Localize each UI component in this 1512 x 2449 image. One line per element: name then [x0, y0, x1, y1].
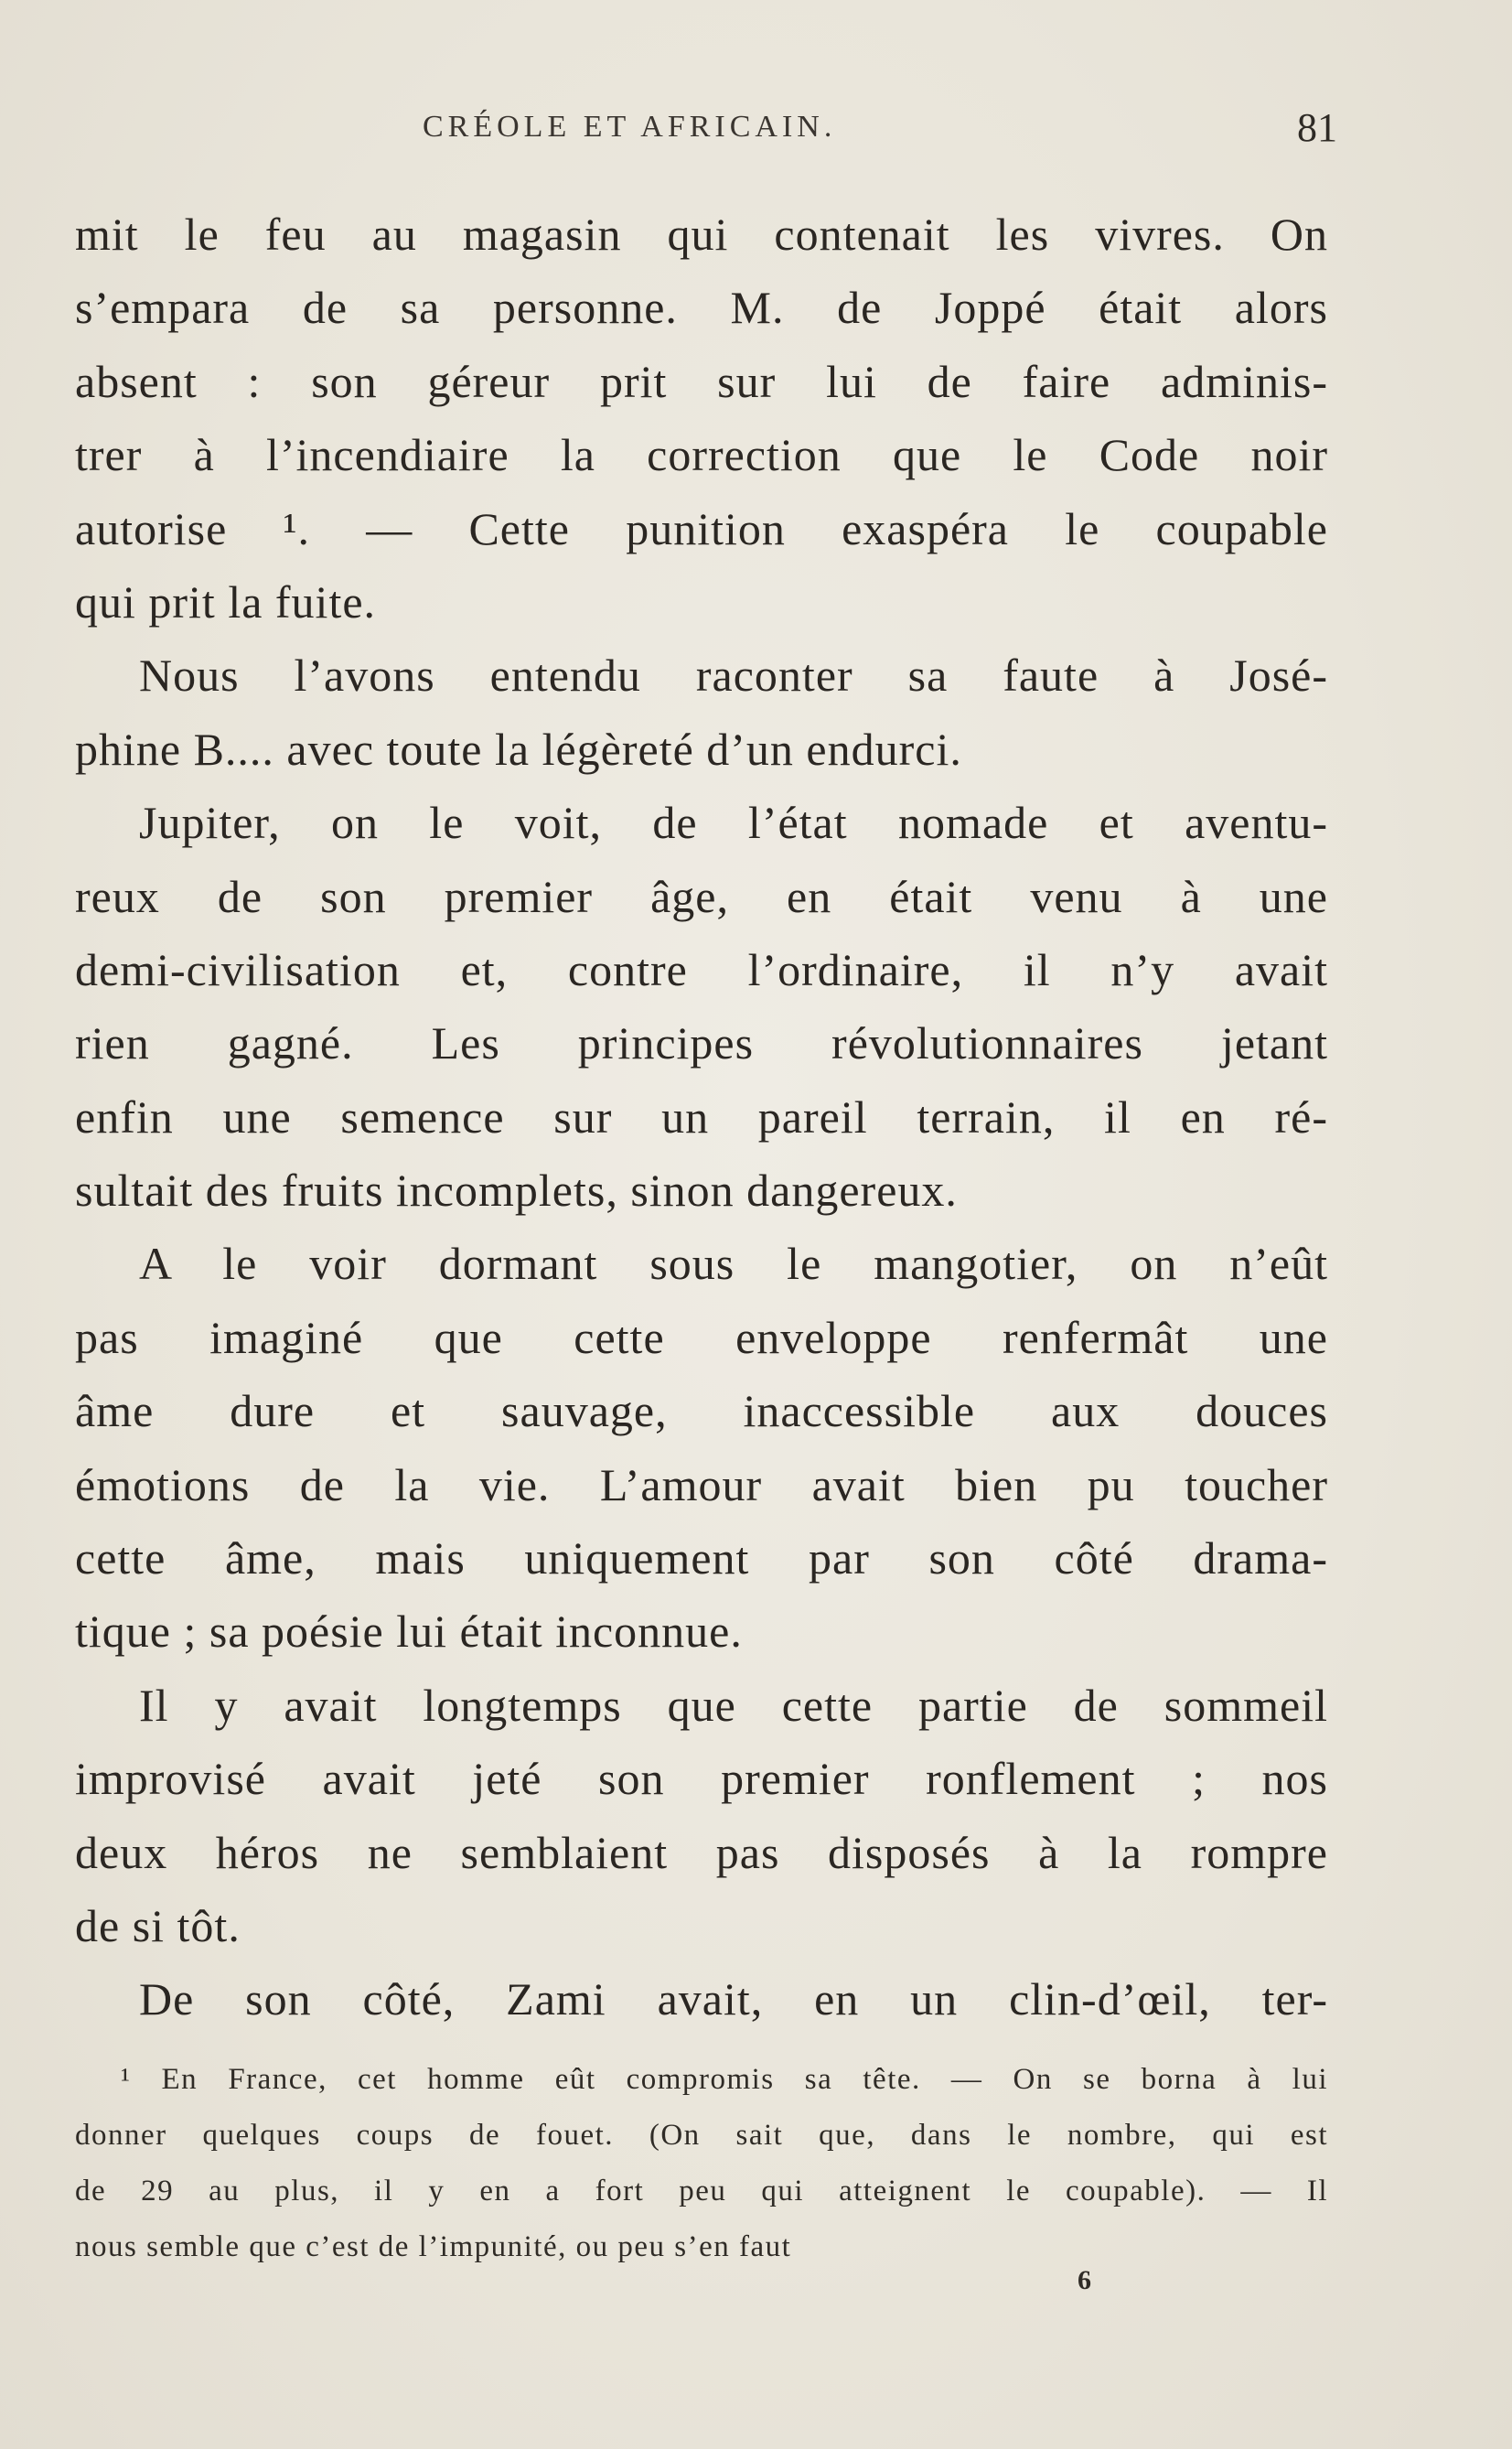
signature-mark: 6 — [1078, 2265, 1091, 2295]
footnote-line: donner quelques coups de fouet. (On sait que, dans le nombre, qui est — [75, 2119, 1328, 2152]
text-line: sultait des fruits incomplets, sinon dangereux. — [75, 1165, 958, 1217]
text-line: âme dure et sauvage, inaccessible aux douces — [75, 1385, 1328, 1437]
text-line: enfin une semence sur un pareil terrain, il en ré- — [75, 1090, 1328, 1143]
text-line: De son côté, Zami avait, en un clin-d’œil, ter- — [139, 1973, 1328, 2025]
text-line: cette âme, mais uniquement par son côté drama- — [75, 1532, 1328, 1584]
footnote-line: de 29 au plus, il y en a fort peu qui atteignent le coupable). — Il — [75, 2175, 1328, 2207]
text-line: improvisé avait jeté son premier ronflement ; nos — [75, 1753, 1328, 1805]
text-line: qui prit la fuite. — [75, 575, 377, 628]
text-line: autorise ¹. — Cette punition exaspéra le coupable — [75, 502, 1328, 554]
text-line: reux de son premier âge, en était venu à une — [75, 870, 1328, 922]
text-line: phine B.... avec toute la légèreté d’un endurci. — [75, 723, 962, 775]
page-number: 81 — [1297, 105, 1337, 150]
text-line: mit le feu au magasin qui contenait les vivres. On — [75, 209, 1328, 260]
page-header — [75, 105, 1337, 165]
text-line: absent : son géreur prit sur lui de faire adminis- — [75, 355, 1328, 407]
text-line: deux héros ne semblaient pas disposés à la rompre — [75, 1826, 1328, 1878]
text-line: Nous l’avons entendu raconter sa faute à José- — [139, 650, 1328, 702]
text-line: de si tôt. — [75, 1899, 241, 1951]
text-line: tique ; sa poésie lui était inconnue. — [75, 1606, 743, 1658]
text-line: rien gagné. Les principes révolutionnaires jetant — [75, 1017, 1328, 1069]
text-line: émotions de la vie. L’amour avait bien pu toucher — [75, 1458, 1328, 1510]
footnote-line: nous semble que c’est de l’impunité, ou peu s’en faut — [75, 2230, 792, 2263]
body-text — [75, 198, 1328, 2036]
text-line: trer à l’incendiaire la correction que le Code noir — [75, 429, 1328, 481]
text-line: pas imaginé que cette enveloppe renfermât une — [75, 1311, 1328, 1363]
footnote-line: ¹ En France, cet homme eût compromis sa tête. — On se borna à lui — [121, 2063, 1328, 2096]
text-line: demi-civilisation et, contre l’ordinaire, il n’y avait — [75, 943, 1328, 995]
text-line: Jupiter, on le voit, de l’état nomade et aventu- — [139, 797, 1328, 849]
footnote — [75, 2052, 1328, 2275]
text-line: s’empara de sa personne. M. de Joppé était alors — [75, 282, 1328, 334]
text-line: Il y avait longtemps que cette partie de sommeil — [139, 1679, 1328, 1731]
text-line: A le voir dormant sous le mangotier, on n’eût — [139, 1238, 1328, 1290]
running-title: CRÉOLE ET AFRICAIN. — [423, 110, 837, 144]
